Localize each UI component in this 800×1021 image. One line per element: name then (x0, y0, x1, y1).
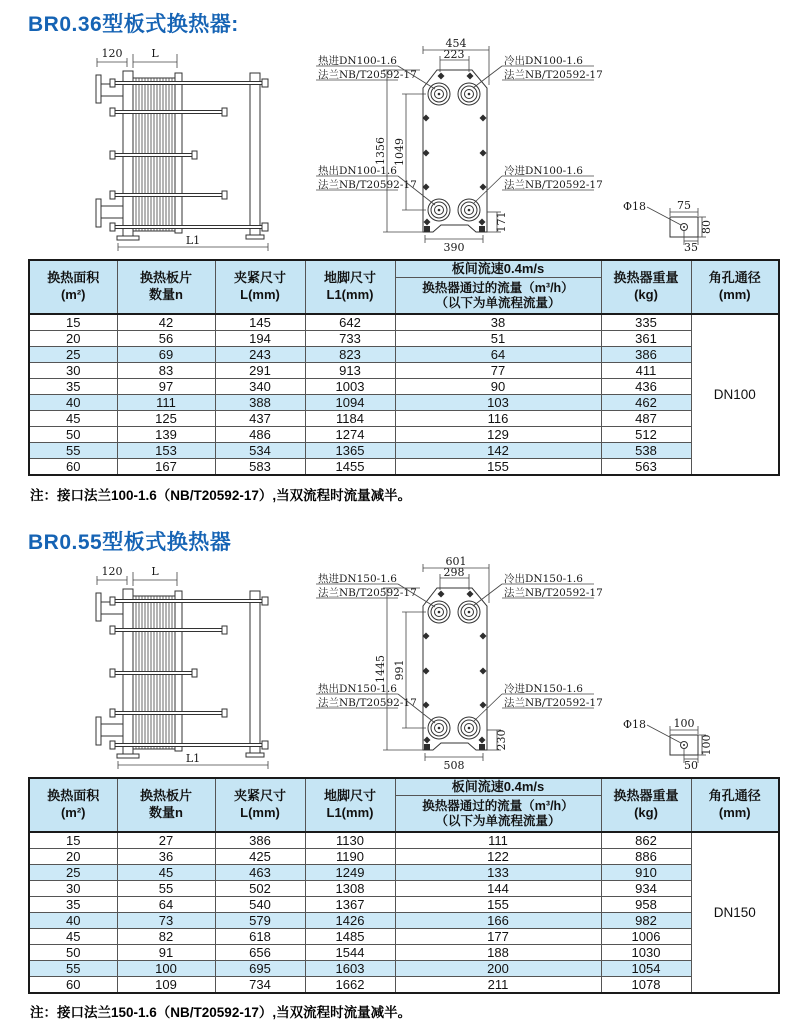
table-cell: 133 (395, 865, 601, 881)
port-size-cell: DN150 (691, 832, 779, 993)
table-cell: 45 (29, 929, 117, 945)
table-cell: 56 (117, 331, 215, 347)
table-cell: 463 (215, 865, 305, 881)
foot-detail (623, 717, 713, 772)
table-row (29, 913, 779, 929)
table-cell: 144 (395, 881, 601, 897)
table-cell: 1190 (305, 849, 395, 865)
col-header-area: 换热面积 (m²) (29, 778, 117, 832)
dim-label-foot-span: 508 (443, 759, 465, 772)
table-cell: 695 (215, 961, 305, 977)
table-cell: 25 (29, 347, 117, 363)
col-header-clamp: 夹紧尺寸 L(mm) (215, 260, 305, 314)
table-cell: 1426 (305, 913, 395, 929)
table-cell: 1006 (601, 929, 691, 945)
dim-label-foot-span: 390 (443, 241, 465, 254)
table-cell: 15 (29, 314, 117, 331)
table-cell: 534 (215, 443, 305, 459)
table-cell: 1544 (305, 945, 395, 961)
dim-label-foot-height: 171 (495, 211, 508, 233)
table-row (29, 977, 779, 994)
spec-table-br055 (28, 777, 780, 994)
section-title-br055: BR0.55型板式换热器 (28, 531, 232, 554)
table-row (29, 411, 779, 427)
hole-diameter-label: Φ18 (622, 200, 646, 213)
col-header-foot: 地脚尺寸 L1(mm) (305, 778, 395, 832)
table-cell: 487 (601, 411, 691, 427)
table-cell: 111 (117, 395, 215, 411)
section-title-br036: BR0.36型板式换热器: (28, 13, 239, 36)
side-view (96, 565, 268, 769)
table-cell: 563 (601, 459, 691, 476)
dim-label-port-spacing-h: 223 (443, 48, 465, 61)
table-cell: 55 (29, 961, 117, 977)
table-cell: 910 (601, 865, 691, 881)
table-cell: 50 (29, 945, 117, 961)
col-header-foot: 地脚尺寸 L1(mm) (305, 260, 395, 314)
callout-hot-out: 热出DN100-1.6 (318, 165, 397, 177)
dim-label-port-spacing-v: 1049 (393, 138, 406, 166)
callout-flange: 法兰NB/T20592-17 (504, 697, 603, 709)
dim-label-overall-height: 1356 (374, 137, 387, 165)
port-callouts (316, 572, 603, 723)
table-row (29, 865, 779, 881)
table-row (29, 849, 779, 865)
table-cell: 934 (601, 881, 691, 897)
col-header-flow: 板间流速0.4m/s 换热器通过的流量（m³/h） （以下为单流程流量） (395, 778, 601, 832)
col-header-flow: 板间流速0.4m/s 换热器通过的流量（m³/h） （以下为单流程流量） (395, 260, 601, 314)
table-cell: 1249 (305, 865, 395, 881)
table-cell: 823 (305, 347, 395, 363)
table-cell: 55 (117, 881, 215, 897)
callout-flange: 法兰NB/T20592-17 (504, 69, 603, 81)
table-cell: 862 (601, 832, 691, 849)
table-cell: 1054 (601, 961, 691, 977)
table-cell: 35 (29, 897, 117, 913)
table-cell: 122 (395, 849, 601, 865)
callout-flange: 法兰NB/T20592-17 (318, 179, 417, 191)
table-cell: 1003 (305, 379, 395, 395)
table-cell: 27 (117, 832, 215, 849)
table-cell: 502 (215, 881, 305, 897)
table-cell: 1078 (601, 977, 691, 994)
table-cell: 155 (395, 897, 601, 913)
table-cell: 145 (215, 314, 305, 331)
table-cell: 166 (395, 913, 601, 929)
col-header-plates: 换热板片 数量n (117, 778, 215, 832)
table-cell: 1030 (601, 945, 691, 961)
callout-hot-out: 热出DN150-1.6 (318, 683, 397, 695)
table-cell: 1485 (305, 929, 395, 945)
callout-flange: 法兰NB/T20592-17 (318, 69, 417, 81)
table-cell: 36 (117, 849, 215, 865)
side-view (96, 47, 268, 251)
table-cell: 1274 (305, 427, 395, 443)
table-cell: 45 (29, 411, 117, 427)
front-view (316, 38, 603, 254)
table-cell: 437 (215, 411, 305, 427)
table-cell: 194 (215, 331, 305, 347)
dim-label-foot-height2: 100 (700, 734, 713, 756)
dim-label-foot-offset: 50 (684, 759, 698, 772)
table-cell: 155 (395, 459, 601, 476)
table-cell: 64 (395, 347, 601, 363)
table-cell: 142 (395, 443, 601, 459)
table-cell: 243 (215, 347, 305, 363)
dim-label-L1: L1 (185, 234, 201, 247)
table-cell: 60 (29, 977, 117, 994)
table-cell: 211 (395, 977, 601, 994)
table-cell: 462 (601, 395, 691, 411)
table-cell: 733 (305, 331, 395, 347)
table-cell: 69 (117, 347, 215, 363)
table-cell: 386 (215, 832, 305, 849)
col-header-weight: 换热器重量 (kg) (601, 260, 691, 314)
table-cell: 200 (395, 961, 601, 977)
callout-flange: 法兰NB/T20592-17 (504, 587, 603, 599)
table-row (29, 459, 779, 476)
table-row (29, 832, 779, 849)
table-cell: 83 (117, 363, 215, 379)
table-cell: 139 (117, 427, 215, 443)
dim-label-L1: L1 (185, 752, 201, 765)
callout-hot-in: 热进DN150-1.6 (318, 573, 397, 585)
table-cell: 111 (395, 832, 601, 849)
table-row (29, 347, 779, 363)
hole-diameter-label: Φ18 (622, 718, 646, 731)
callout-flange: 法兰NB/T20592-17 (318, 587, 417, 599)
table-cell: 386 (601, 347, 691, 363)
table-cell: 25 (29, 865, 117, 881)
table-cell: 38 (395, 314, 601, 331)
table-cell: 64 (117, 897, 215, 913)
dim-label-foot-height: 230 (495, 729, 508, 751)
callout-cold-in: 冷进DN150-1.6 (504, 683, 583, 695)
table-cell: 583 (215, 459, 305, 476)
dim-label-foot-width: 75 (677, 199, 691, 212)
dim-label-depth: 120 (101, 47, 123, 60)
dim-label-foot-height2: 80 (700, 220, 713, 234)
table-cell: 1603 (305, 961, 395, 977)
table-cell: 109 (117, 977, 215, 994)
table-cell: 982 (601, 913, 691, 929)
technical-drawing-br055 (0, 556, 800, 772)
table-cell: 90 (395, 379, 601, 395)
dim-label-L: L (151, 565, 159, 578)
table-cell: 886 (601, 849, 691, 865)
footnote-br036: 注：接口法兰100-1.6（NB/T20592-17）,当双流程时流量减半。 (30, 488, 412, 503)
table-cell: 73 (117, 913, 215, 929)
dim-label-foot-offset: 35 (684, 241, 698, 254)
table-cell: 512 (601, 427, 691, 443)
table-cell: 100 (117, 961, 215, 977)
callout-flange: 法兰NB/T20592-17 (504, 179, 603, 191)
col-header-weight: 换热器重量 (kg) (601, 778, 691, 832)
table-row (29, 929, 779, 945)
table-cell: 60 (29, 459, 117, 476)
table-cell: 388 (215, 395, 305, 411)
table-cell: 30 (29, 363, 117, 379)
table-cell: 125 (117, 411, 215, 427)
table-cell: 45 (117, 865, 215, 881)
table-cell: 97 (117, 379, 215, 395)
table-cell: 42 (117, 314, 215, 331)
callout-cold-in: 冷进DN100-1.6 (504, 165, 583, 177)
foot-detail (623, 199, 713, 254)
table-cell: 1455 (305, 459, 395, 476)
table-cell: 116 (395, 411, 601, 427)
table-cell: 51 (395, 331, 601, 347)
dim-label-depth: 120 (101, 565, 123, 578)
table-cell: 734 (215, 977, 305, 994)
table-cell: 20 (29, 331, 117, 347)
table-cell: 642 (305, 314, 395, 331)
table-cell: 35 (29, 379, 117, 395)
table-row (29, 314, 779, 331)
table-cell: 82 (117, 929, 215, 945)
table-row (29, 881, 779, 897)
technical-drawing-br036 (0, 38, 800, 254)
callout-cold-out: 冷出DN150-1.6 (504, 573, 583, 585)
table-cell: 335 (601, 314, 691, 331)
table-row (29, 945, 779, 961)
table-row (29, 395, 779, 411)
table-cell: 291 (215, 363, 305, 379)
table-cell: 411 (601, 363, 691, 379)
col-header-port: 角孔通径 (mm) (691, 778, 779, 832)
table-cell: 91 (117, 945, 215, 961)
dim-label-L: L (151, 47, 159, 60)
table-cell: 361 (601, 331, 691, 347)
table-cell: 913 (305, 363, 395, 379)
dim-label-overall-width: 454 (445, 38, 467, 50)
footnote-br055: 注：接口法兰150-1.6（NB/T20592-17）,当双流程时流量减半。 (30, 1005, 412, 1020)
table-cell: 1184 (305, 411, 395, 427)
table-row (29, 363, 779, 379)
port-callouts (316, 54, 603, 205)
col-header-area: 换热面积 (m²) (29, 260, 117, 314)
table-cell: 1308 (305, 881, 395, 897)
callout-cold-out: 冷出DN100-1.6 (504, 55, 583, 67)
header-row (29, 778, 779, 832)
port-circles (428, 83, 480, 221)
table-cell: 1130 (305, 832, 395, 849)
table-cell: 77 (395, 363, 601, 379)
table-row (29, 961, 779, 977)
callout-flange: 法兰NB/T20592-17 (318, 697, 417, 709)
dim-label-overall-height: 1445 (374, 655, 387, 683)
table-cell: 50 (29, 427, 117, 443)
table-cell: 20 (29, 849, 117, 865)
header-row (29, 260, 779, 314)
table-cell: 188 (395, 945, 601, 961)
table-cell: 103 (395, 395, 601, 411)
table-cell: 129 (395, 427, 601, 443)
table-cell: 425 (215, 849, 305, 865)
spec-table-br036 (28, 259, 780, 476)
front-view (316, 556, 603, 772)
table-cell: 167 (117, 459, 215, 476)
callout-hot-in: 热进DN100-1.6 (318, 55, 397, 67)
table-cell: 1367 (305, 897, 395, 913)
table-cell: 1662 (305, 977, 395, 994)
table-row (29, 443, 779, 459)
table-cell: 15 (29, 832, 117, 849)
port-circles (428, 601, 480, 739)
table-cell: 177 (395, 929, 601, 945)
dim-label-port-spacing-v: 991 (393, 659, 406, 681)
table-cell: 153 (117, 443, 215, 459)
table-cell: 55 (29, 443, 117, 459)
port-size-cell: DN100 (691, 314, 779, 475)
table-cell: 486 (215, 427, 305, 443)
table-cell: 1365 (305, 443, 395, 459)
table-cell: 436 (601, 379, 691, 395)
table-row (29, 379, 779, 395)
col-header-clamp: 夹紧尺寸 L(mm) (215, 778, 305, 832)
table-cell: 618 (215, 929, 305, 945)
col-header-port: 角孔通径 (mm) (691, 260, 779, 314)
dim-label-foot-width: 100 (673, 717, 695, 730)
table-cell: 30 (29, 881, 117, 897)
table-cell: 538 (601, 443, 691, 459)
table-cell: 958 (601, 897, 691, 913)
dim-label-port-spacing-h: 298 (443, 566, 465, 579)
table-cell: 340 (215, 379, 305, 395)
table-cell: 540 (215, 897, 305, 913)
table-cell: 40 (29, 913, 117, 929)
table-cell: 579 (215, 913, 305, 929)
table-row (29, 427, 779, 443)
table-cell: 656 (215, 945, 305, 961)
table-cell: 40 (29, 395, 117, 411)
dim-label-overall-width: 601 (445, 556, 467, 568)
table-row (29, 897, 779, 913)
table-cell: 1094 (305, 395, 395, 411)
table-row (29, 331, 779, 347)
col-header-plates: 换热板片 数量n (117, 260, 215, 314)
